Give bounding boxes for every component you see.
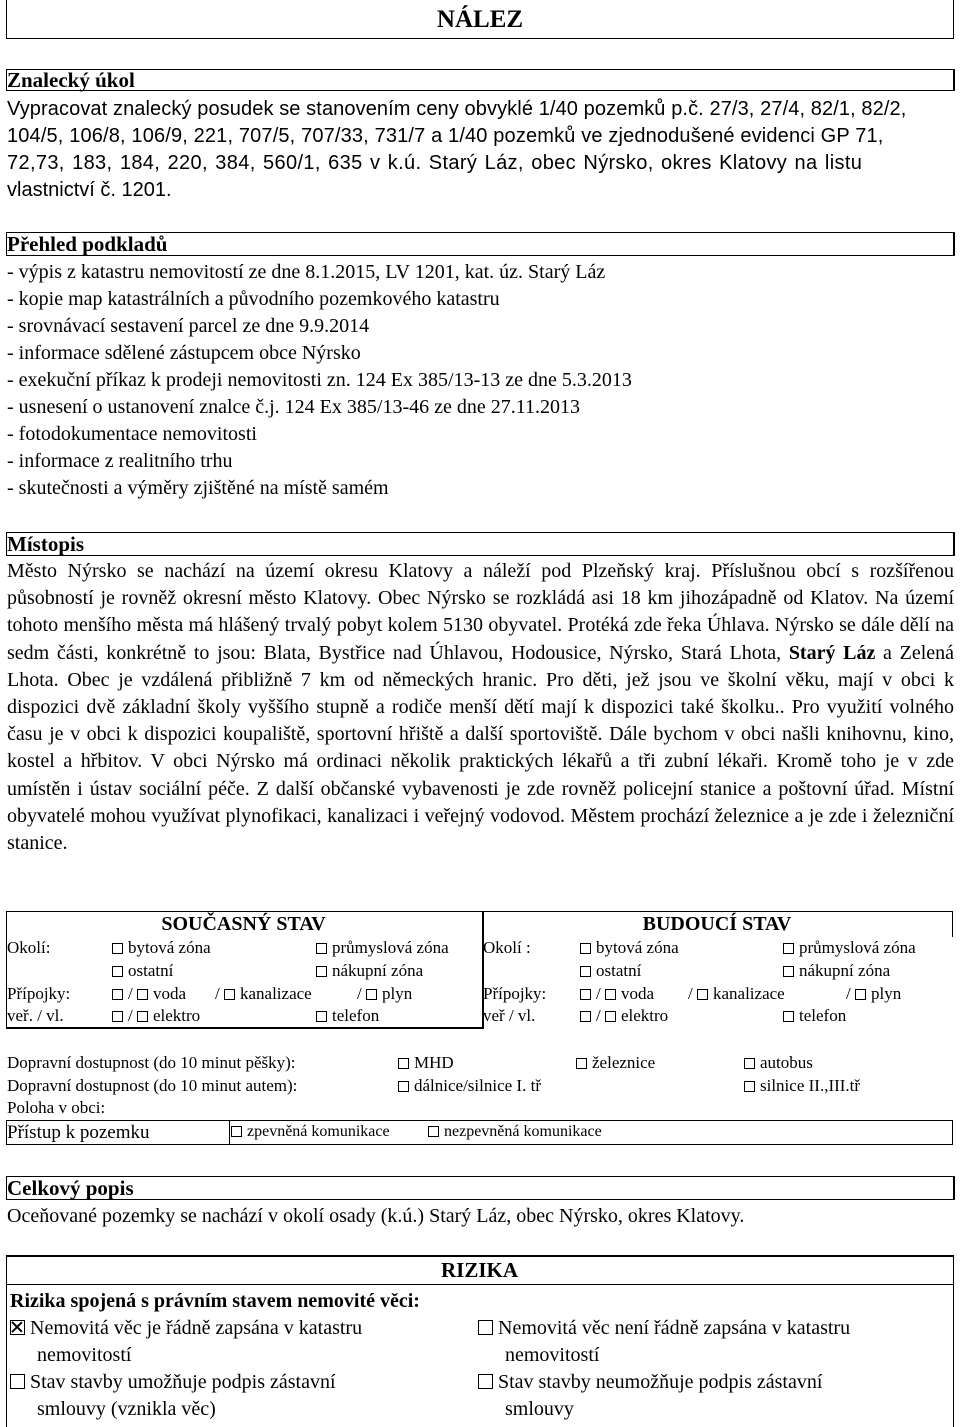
- checkbox[interactable]: [316, 1011, 327, 1022]
- ukol-line: 104/5, 106/8, 106/9, 221, 707/5, 707/33, 731/7 a 1/40 pozemků ve zjednodušené evidenci GP 71,: [7, 125, 884, 147]
- checkbox[interactable]: [783, 1011, 794, 1022]
- option-autobus[interactable]: [744, 1052, 813, 1074]
- list-item: - výpis z katastru nemovitostí ze dne 8.1.2015, LV 1201, kat. úz. Starý Láz: [7, 261, 606, 283]
- option-elektro[interactable]: [112, 1005, 200, 1027]
- title-box: [6, 0, 954, 39]
- checkbox[interactable]: [398, 1081, 409, 1092]
- option-label: kanalizace: [712, 984, 785, 1003]
- checkbox[interactable]: [137, 989, 148, 1000]
- slash: /: [596, 984, 601, 1003]
- option-ostatni[interactable]: [112, 960, 173, 982]
- option-plyn[interactable]: [846, 983, 901, 1005]
- section-bar-popis: [6, 1176, 955, 1200]
- pristup-label: Přístup k pozemku: [7, 1122, 150, 1143]
- slash: /: [846, 984, 851, 1003]
- checkbox[interactable]: [605, 1011, 616, 1022]
- checkbox[interactable]: [10, 1374, 25, 1389]
- option-label: zpevněná komunikace: [247, 1123, 390, 1140]
- riziko-label: nemovitostí: [37, 1344, 132, 1366]
- pripojky-label: Přípojky:: [483, 984, 547, 1003]
- option-zpevnena[interactable]: [231, 1121, 390, 1143]
- checkbox[interactable]: [605, 989, 616, 1000]
- option-voda[interactable]: [580, 983, 654, 1005]
- checkbox[interactable]: [580, 966, 591, 977]
- checkbox[interactable]: [744, 1081, 755, 1092]
- option-label: plyn: [870, 984, 902, 1003]
- mistopis-text-part: a Zelená Lhota. Obec je vzdálená přibližně 7 km od německých hranic. Pro děti, jež jsou ve školní věku, mají v obci k dispozici dvě základní školy vyššího stupně a rodiče menší dětí mají k dispozici také školku.. Pro využití volného času je v obci k dispozici koupaliště, sportovní hřiště a další sportoviště. Dále bychom v obci našli knihovnu, kino, kostel a hřbitov. V obci Nýrsko má ordinaci několik praktických lékařů a tři zubní lékaři. Kromě toho je v zde umístěn i ústav sociální péče. Z další občanské vybavenosti je zde rovněž policejní stanice a poštovní úřad. Místní obyvatelé mohou využívat plynofikaci, kanalizaci i veřejný vodovod. Městem prochází železnice a je zde i železniční stanice.: [7, 641, 954, 855]
- option-telefon[interactable]: [316, 1005, 379, 1027]
- okoli-label: Okolí :: [483, 938, 531, 957]
- checkbox-checked[interactable]: [10, 1320, 25, 1335]
- slash: /: [596, 1006, 601, 1025]
- checkbox[interactable]: [580, 1011, 591, 1022]
- checkbox[interactable]: [366, 989, 377, 1000]
- list-item: - usnesení o ustanovení znalce č.j. 124 Ex 385/13-46 ze dne 27.11.2013: [7, 396, 581, 418]
- checkbox[interactable]: [428, 1126, 439, 1137]
- checkbox[interactable]: [783, 943, 794, 954]
- ver-vl-label: veř / vl.: [483, 1006, 536, 1025]
- ver-vl-label: veř. / vl.: [7, 1006, 64, 1025]
- checkbox[interactable]: [580, 943, 591, 954]
- riziko-label: nemovitostí: [505, 1344, 600, 1366]
- option-prumyslova-zona[interactable]: [316, 937, 449, 959]
- list-item: - kopie map katastrálních a původního pozemkového katastru: [7, 288, 500, 310]
- checkbox[interactable]: [783, 966, 794, 977]
- riziko-label: smlouvy (vznikla věc): [37, 1398, 216, 1420]
- option-bytova-zona[interactable]: [580, 937, 679, 959]
- checkbox[interactable]: [137, 1011, 148, 1022]
- option-elektro[interactable]: [580, 1005, 668, 1027]
- riziko-label: Stav stavby neumožňuje podpis zástavní: [498, 1371, 823, 1393]
- checkbox[interactable]: [855, 989, 866, 1000]
- popis-text: Oceňované pozemky se nachází v okolí osady (k.ú.) Starý Láz, obec Nýrsko, okres Klatovy.: [7, 1205, 745, 1227]
- option-label: silnice II.,III.tř: [760, 1076, 861, 1095]
- option-label: nákupní zóna: [799, 961, 891, 980]
- section-bar-mistopis: [6, 532, 955, 556]
- heading-mistopis: Místopis: [7, 532, 85, 556]
- option-label: telefon: [332, 1006, 380, 1025]
- list-item: - skutečnosti a výměry zjištěné na místě samém: [7, 477, 389, 499]
- option-label: nákupní zóna: [332, 961, 424, 980]
- option-label: telefon: [799, 1006, 847, 1025]
- option-label: kanalizace: [239, 984, 312, 1003]
- option-label: MHD: [414, 1053, 454, 1072]
- pripojky-label: Přípojky:: [7, 984, 71, 1003]
- riziko-label: smlouvy: [505, 1398, 574, 1420]
- rizika-title-divider: [6, 1284, 953, 1285]
- heading-celkovy-popis: Celkový popis: [7, 1176, 134, 1200]
- checkbox[interactable]: [398, 1058, 409, 1069]
- slash: /: [128, 1006, 133, 1025]
- slash: /: [688, 984, 693, 1003]
- option-kanalizace[interactable]: [215, 983, 312, 1005]
- checkbox[interactable]: [744, 1058, 755, 1069]
- option-zeleznice[interactable]: [576, 1052, 655, 1074]
- checkbox[interactable]: [316, 943, 327, 954]
- riziko-zapsana[interactable]: [10, 1315, 362, 1369]
- ukol-line: Vypracovat znalecký posudek se stanovením ceny obvyklé 1/40 pozemků p.č. 27/3, 27/4, 82/1, 82/2,: [7, 98, 907, 120]
- checkbox[interactable]: [478, 1374, 493, 1389]
- option-label: průmyslová zóna: [332, 938, 449, 957]
- option-label: dálnice/silnice I. tř: [414, 1076, 541, 1095]
- option-kanalizace[interactable]: [688, 983, 785, 1005]
- option-nakupni-zona[interactable]: [316, 960, 423, 982]
- mistopis-text-bold: Starý Láz: [788, 641, 876, 664]
- option-voda[interactable]: [112, 983, 186, 1005]
- list-item: - fotodokumentace nemovitosti: [7, 423, 257, 445]
- page-title: NÁLEZ: [436, 6, 524, 33]
- option-label: plyn: [381, 984, 413, 1003]
- option-nakupni-zona[interactable]: [783, 960, 890, 982]
- checkbox[interactable]: [112, 1011, 123, 1022]
- riziko-label: Stav stavby umožňuje podpis zástavní: [30, 1371, 336, 1393]
- option-label: voda: [620, 984, 655, 1003]
- checkbox[interactable]: [112, 989, 123, 1000]
- slash: /: [215, 984, 220, 1003]
- list-item: - informace z realitního trhu: [7, 450, 233, 472]
- option-dalnice[interactable]: [398, 1075, 541, 1097]
- option-label: ostatní: [128, 961, 174, 980]
- list-item: - exekuční příkaz k prodeji nemovitosti zn. 124 Ex 385/13-13 ze dne 5.3.2013: [7, 369, 632, 391]
- riziko-label: Nemovitá věc není řádně zapsána v katastru: [498, 1317, 851, 1339]
- list-item: - srovnávací sestavení parcel ze dne 9.9.2014: [7, 315, 370, 337]
- checkbox[interactable]: [231, 1126, 242, 1137]
- option-label: elektro: [152, 1006, 201, 1025]
- option-label: elektro: [620, 1006, 669, 1025]
- slash: /: [128, 984, 133, 1003]
- option-label: nezpevněná komunikace: [444, 1123, 602, 1140]
- option-label: bytová zóna: [128, 938, 211, 957]
- heading-prehled-podkladu: Přehled podkladů: [7, 232, 168, 256]
- riziko-label: Nemovitá věc je řádně zapsána v katastru: [30, 1317, 363, 1339]
- checkbox[interactable]: [112, 966, 123, 977]
- checkbox[interactable]: [580, 989, 591, 1000]
- rizika-heading: RIZIKA: [440, 1258, 519, 1282]
- option-label: bytová zóna: [596, 938, 679, 957]
- riziko-nezapsana[interactable]: [478, 1315, 850, 1369]
- mistopis-text: [7, 558, 954, 857]
- section-bar-ukol: [6, 69, 955, 91]
- riziko-zastava-umoznuje[interactable]: [10, 1369, 336, 1423]
- checkbox[interactable]: [576, 1058, 587, 1069]
- stav-soucasny-heading: SOUČASNÝ STAV: [161, 913, 326, 935]
- checkbox[interactable]: [224, 989, 235, 1000]
- checkbox[interactable]: [316, 966, 327, 977]
- ukol-line: 72,73, 183, 184, 220, 384, 560/1, 635 v k.ú. Starý Láz, obec Nýrsko, okres Klatovy na listu: [7, 152, 863, 174]
- option-label: železnice: [592, 1053, 656, 1072]
- checkbox[interactable]: [478, 1320, 493, 1335]
- checkbox[interactable]: [697, 989, 708, 1000]
- option-telefon[interactable]: [783, 1005, 846, 1027]
- mistopis-text-part: Město Nýrsko se nachází na území okresu Klatovy a náleží pod Plzeňský kraj. Příslušnou obcí s rozšířenou působností je rovněž okresní město Klatovy. Obec Nýrsko se rozkládá asi 18 km jihozápadně od Klatov. Na území tohoto menšího města má hlášený trvalý pobyt kolem 5130 obyvatel. Protéká zde řeka Úhlava. Nýrsko se dále dělí na sedm části, konkrétně to jsou: Blata, Bystřice nad Úhlavou, Hodousice, Nýrsko, Stará Lhota,: [7, 560, 954, 664]
- slash: /: [357, 984, 362, 1003]
- option-ostatni[interactable]: [580, 960, 641, 982]
- option-bytova-zona[interactable]: [112, 937, 211, 959]
- option-label: ostatní: [596, 961, 642, 980]
- option-silnice[interactable]: [744, 1075, 860, 1097]
- list-item: - informace sdělené zástupcem obce Nýrsko: [7, 342, 361, 364]
- checkbox[interactable]: [112, 943, 123, 954]
- option-mhd[interactable]: [398, 1052, 454, 1074]
- ukol-line: vlastnictví č. 1201.: [7, 179, 172, 201]
- doprava-pesky-label: Dopravní dostupnost (do 10 minut pěšky):: [7, 1053, 296, 1072]
- riziko-zastava-neumoznuje[interactable]: [478, 1369, 822, 1423]
- rizika-subheading: Rizika spojená s právním stavem nemovité věci:: [10, 1290, 420, 1312]
- stav-budouci-heading: BUDOUCÍ STAV: [642, 913, 792, 935]
- doprava-autem-label: Dopravní dostupnost (do 10 minut autem):: [7, 1076, 298, 1095]
- option-prumyslova-zona[interactable]: [783, 937, 916, 959]
- option-label: voda: [152, 984, 187, 1003]
- option-label: průmyslová zóna: [799, 938, 916, 957]
- heading-znalecky-ukol: Znalecký úkol: [7, 68, 135, 92]
- option-plyn[interactable]: [357, 983, 412, 1005]
- poloha-label: Poloha v obci:: [7, 1098, 106, 1117]
- option-label: autobus: [760, 1053, 813, 1072]
- option-nezpevnena[interactable]: [428, 1121, 602, 1143]
- okoli-label: Okolí:: [7, 938, 51, 957]
